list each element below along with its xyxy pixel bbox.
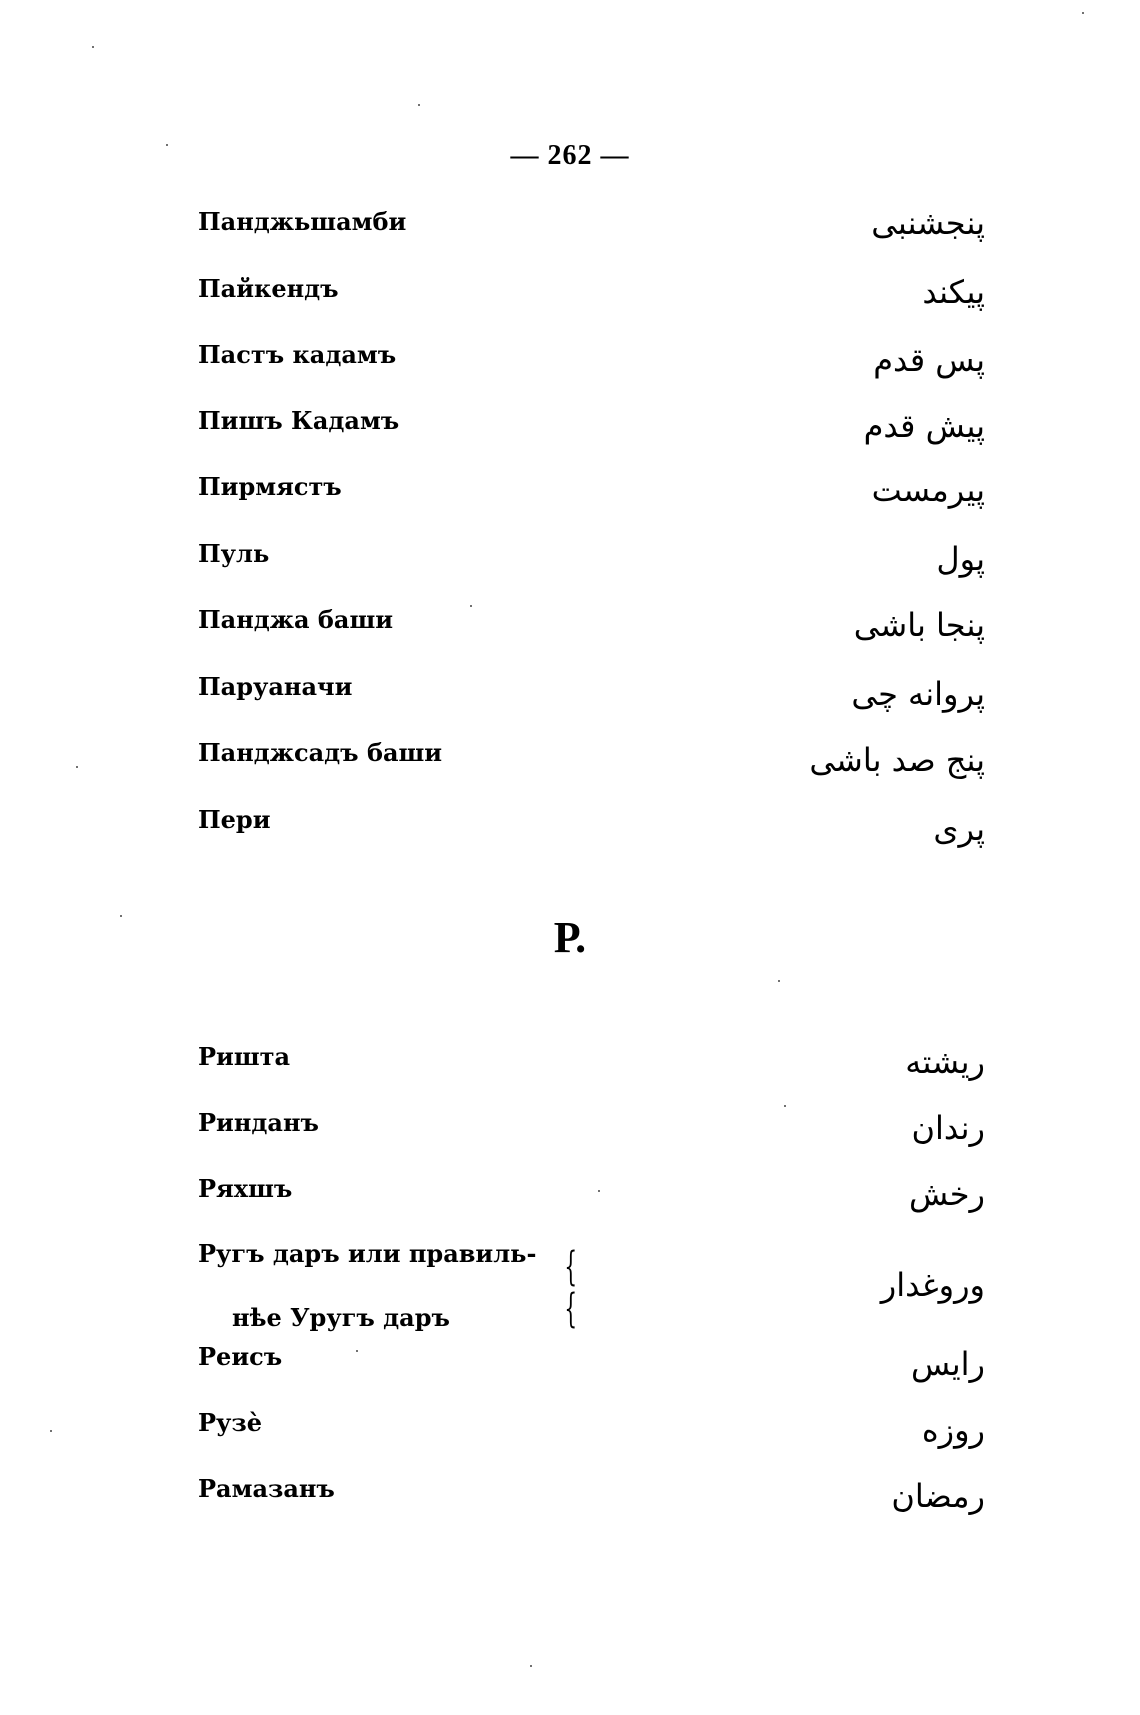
glossary-entry <box>0 1172 1140 1232</box>
russian-term: Пайкендъ <box>198 274 339 303</box>
persian-term: پری <box>933 810 985 848</box>
persian-term: پیکند <box>922 273 985 311</box>
glossary-entry <box>0 670 1140 730</box>
print-speck <box>356 1350 358 1352</box>
print-speck <box>120 915 122 917</box>
russian-term: Ругъ даръ или правиль- <box>198 1239 537 1268</box>
persian-term: پیش قدم <box>863 407 985 445</box>
russian-term: Панджьшамби <box>198 207 407 236</box>
glossary-entry <box>0 272 1140 332</box>
glossary-entry <box>0 1406 1140 1466</box>
persian-term: وروغدار <box>880 1266 985 1304</box>
page-number: — 262 — <box>510 140 630 171</box>
persian-term: رندان <box>911 1109 985 1147</box>
glossary-entry <box>0 404 1140 464</box>
glossary-entry <box>0 338 1140 398</box>
persian-term: پول <box>936 540 985 578</box>
persian-term: پیرمست <box>871 471 985 509</box>
brace-mark: { <box>564 1244 578 1290</box>
russian-term: Паруаначи <box>198 672 353 701</box>
glossary-entry <box>0 803 1140 863</box>
print-speck <box>50 1430 52 1432</box>
russian-term: Пирмястъ <box>198 472 342 501</box>
russian-term: Ряхшъ <box>198 1174 293 1203</box>
print-speck <box>598 1190 600 1192</box>
glossary-entry <box>0 1237 1140 1337</box>
glossary-entry <box>0 537 1140 597</box>
glossary-entry <box>0 205 1140 265</box>
persian-term: پنجشنبی <box>871 204 985 242</box>
russian-term: Рамазанъ <box>198 1474 335 1503</box>
glossary-entry <box>0 1040 1140 1100</box>
glossary-entry <box>0 1340 1140 1400</box>
persian-term: پنجا باشی <box>853 606 985 644</box>
russian-term-continuation: нѣе Уругъ даръ <box>232 1303 450 1332</box>
russian-term: Ришта <box>198 1042 291 1071</box>
print-speck <box>778 980 780 982</box>
print-speck <box>166 144 168 146</box>
persian-term: روزه <box>921 1411 985 1449</box>
glossary-entry <box>0 736 1140 796</box>
persian-term: رمضان <box>891 1477 985 1515</box>
persian-term: پنج صد باشی <box>809 741 985 779</box>
print-speck <box>784 1105 786 1107</box>
persian-term: پروانه چی <box>851 675 985 713</box>
russian-term: Пуль <box>198 539 270 568</box>
russian-term: Пери <box>198 805 271 834</box>
glossary-entry <box>0 1106 1140 1166</box>
persian-term: رخش <box>908 1175 985 1213</box>
glossary-entry <box>0 470 1140 530</box>
print-speck <box>530 1665 532 1667</box>
russian-term: Реисъ <box>198 1342 283 1371</box>
print-speck <box>92 46 94 48</box>
print-speck <box>470 605 472 607</box>
print-speck <box>1082 12 1084 14</box>
persian-term: پس قدم <box>873 341 985 379</box>
section-letter-heading: Р. <box>553 913 587 962</box>
russian-term: Пишъ Кадамъ <box>198 406 400 435</box>
print-speck <box>418 104 420 106</box>
persian-term: رایس <box>910 1345 985 1383</box>
russian-term: Панджа баши <box>198 605 394 634</box>
persian-term: ریشته <box>905 1043 985 1081</box>
russian-term: Пастъ кадамъ <box>198 340 397 369</box>
glossary-entry <box>0 603 1140 663</box>
brace-mark: { <box>564 1286 578 1332</box>
russian-term: Ринданъ <box>198 1108 319 1137</box>
russian-term: Панджсадъ баши <box>198 738 443 767</box>
glossary-entry <box>0 1472 1140 1532</box>
russian-term: Рузѐ <box>198 1408 262 1437</box>
print-speck <box>76 766 78 768</box>
